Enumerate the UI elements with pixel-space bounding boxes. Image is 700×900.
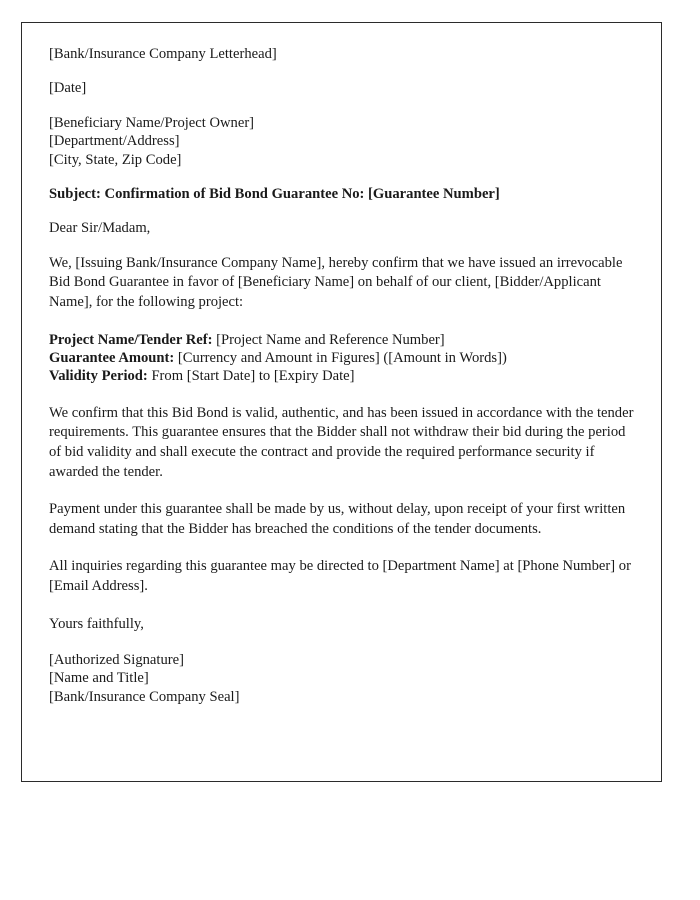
salutation-line: Dear Sir/Madam, [49,220,151,237]
inquiries-paragraph-block [49,557,636,596]
inquiries-paragraph: All inquiries regarding this guarantee may be directed to [Department Name] at [Phone Number] or [Email Address]. [49,558,631,594]
detail-label-amount: Guarantee Amount: [49,350,175,367]
intro-paragraph-block [49,254,636,313]
payment-paragraph-block [49,500,636,539]
detail-row-amount [49,349,636,367]
name-and-title-line: [Name and Title] [49,670,149,687]
letterhead-line: [Bank/Insurance Company Letterhead] [49,46,277,62]
recipient-name: [Beneficiary Name/Project Owner] [49,114,255,131]
detail-label-validity: Validity Period: [49,368,148,385]
detail-row-project [49,331,636,349]
payment-paragraph: Payment under this guarantee shall be made by us, without delay, upon receipt of your first written demand stating that the Bidder has breached the conditions of the tender documents. [49,501,626,537]
recipient-city-line: [City, State, Zip Code] [49,151,182,168]
recipient-block [49,114,636,169]
guarantee-details-block [49,331,636,386]
signature-block [49,651,636,706]
confirmation-paragraph: We confirm that this Bid Bond is valid, authentic, and has been issued in accordance with the tender requirements. This guarantee ensures that the Bidder shall not withdraw their bid during the period of bid validity and shall execute the contract and provide the required performance security if awarded the tender. [49,404,634,480]
recipient-department: [Department/Address] [49,133,180,150]
subject-line: Subject: Confirmation of Bid Bond Guarantee No: [Guarantee Number] [49,186,500,203]
detail-value-amount: [Currency and Amount in Figures] ([Amount in Words]) [177,350,507,367]
date-line: [Date] [49,80,87,97]
closing-block [49,615,636,633]
detail-value-project: [Project Name and Reference Number] [216,331,445,348]
date-block [49,79,636,97]
authorized-signature-line: [Authorized Signature] [49,652,184,668]
detail-row-validity [49,367,636,385]
detail-label-project: Project Name/Tender Ref: [49,331,213,348]
detail-value-validity: From [Start Date] to [Expiry Date] [151,368,355,385]
closing-line: Yours faithfully, [49,615,144,632]
letter-page [21,22,662,782]
salutation-block [49,219,636,237]
company-seal-line: [Bank/Insurance Company Seal] [49,688,240,705]
letterhead-block [49,45,636,63]
subject-block [49,185,636,203]
letter-content [49,45,636,706]
intro-paragraph: We, [Issuing Bank/Insurance Company Name], hereby confirm that we have issued an irrevocable Bid Bond Guarantee in favor of [Beneficiary Name] on behalf of our client, [Bidder/Applicant Name], for the following project: [49,254,623,311]
confirmation-paragraph-block [49,404,636,482]
